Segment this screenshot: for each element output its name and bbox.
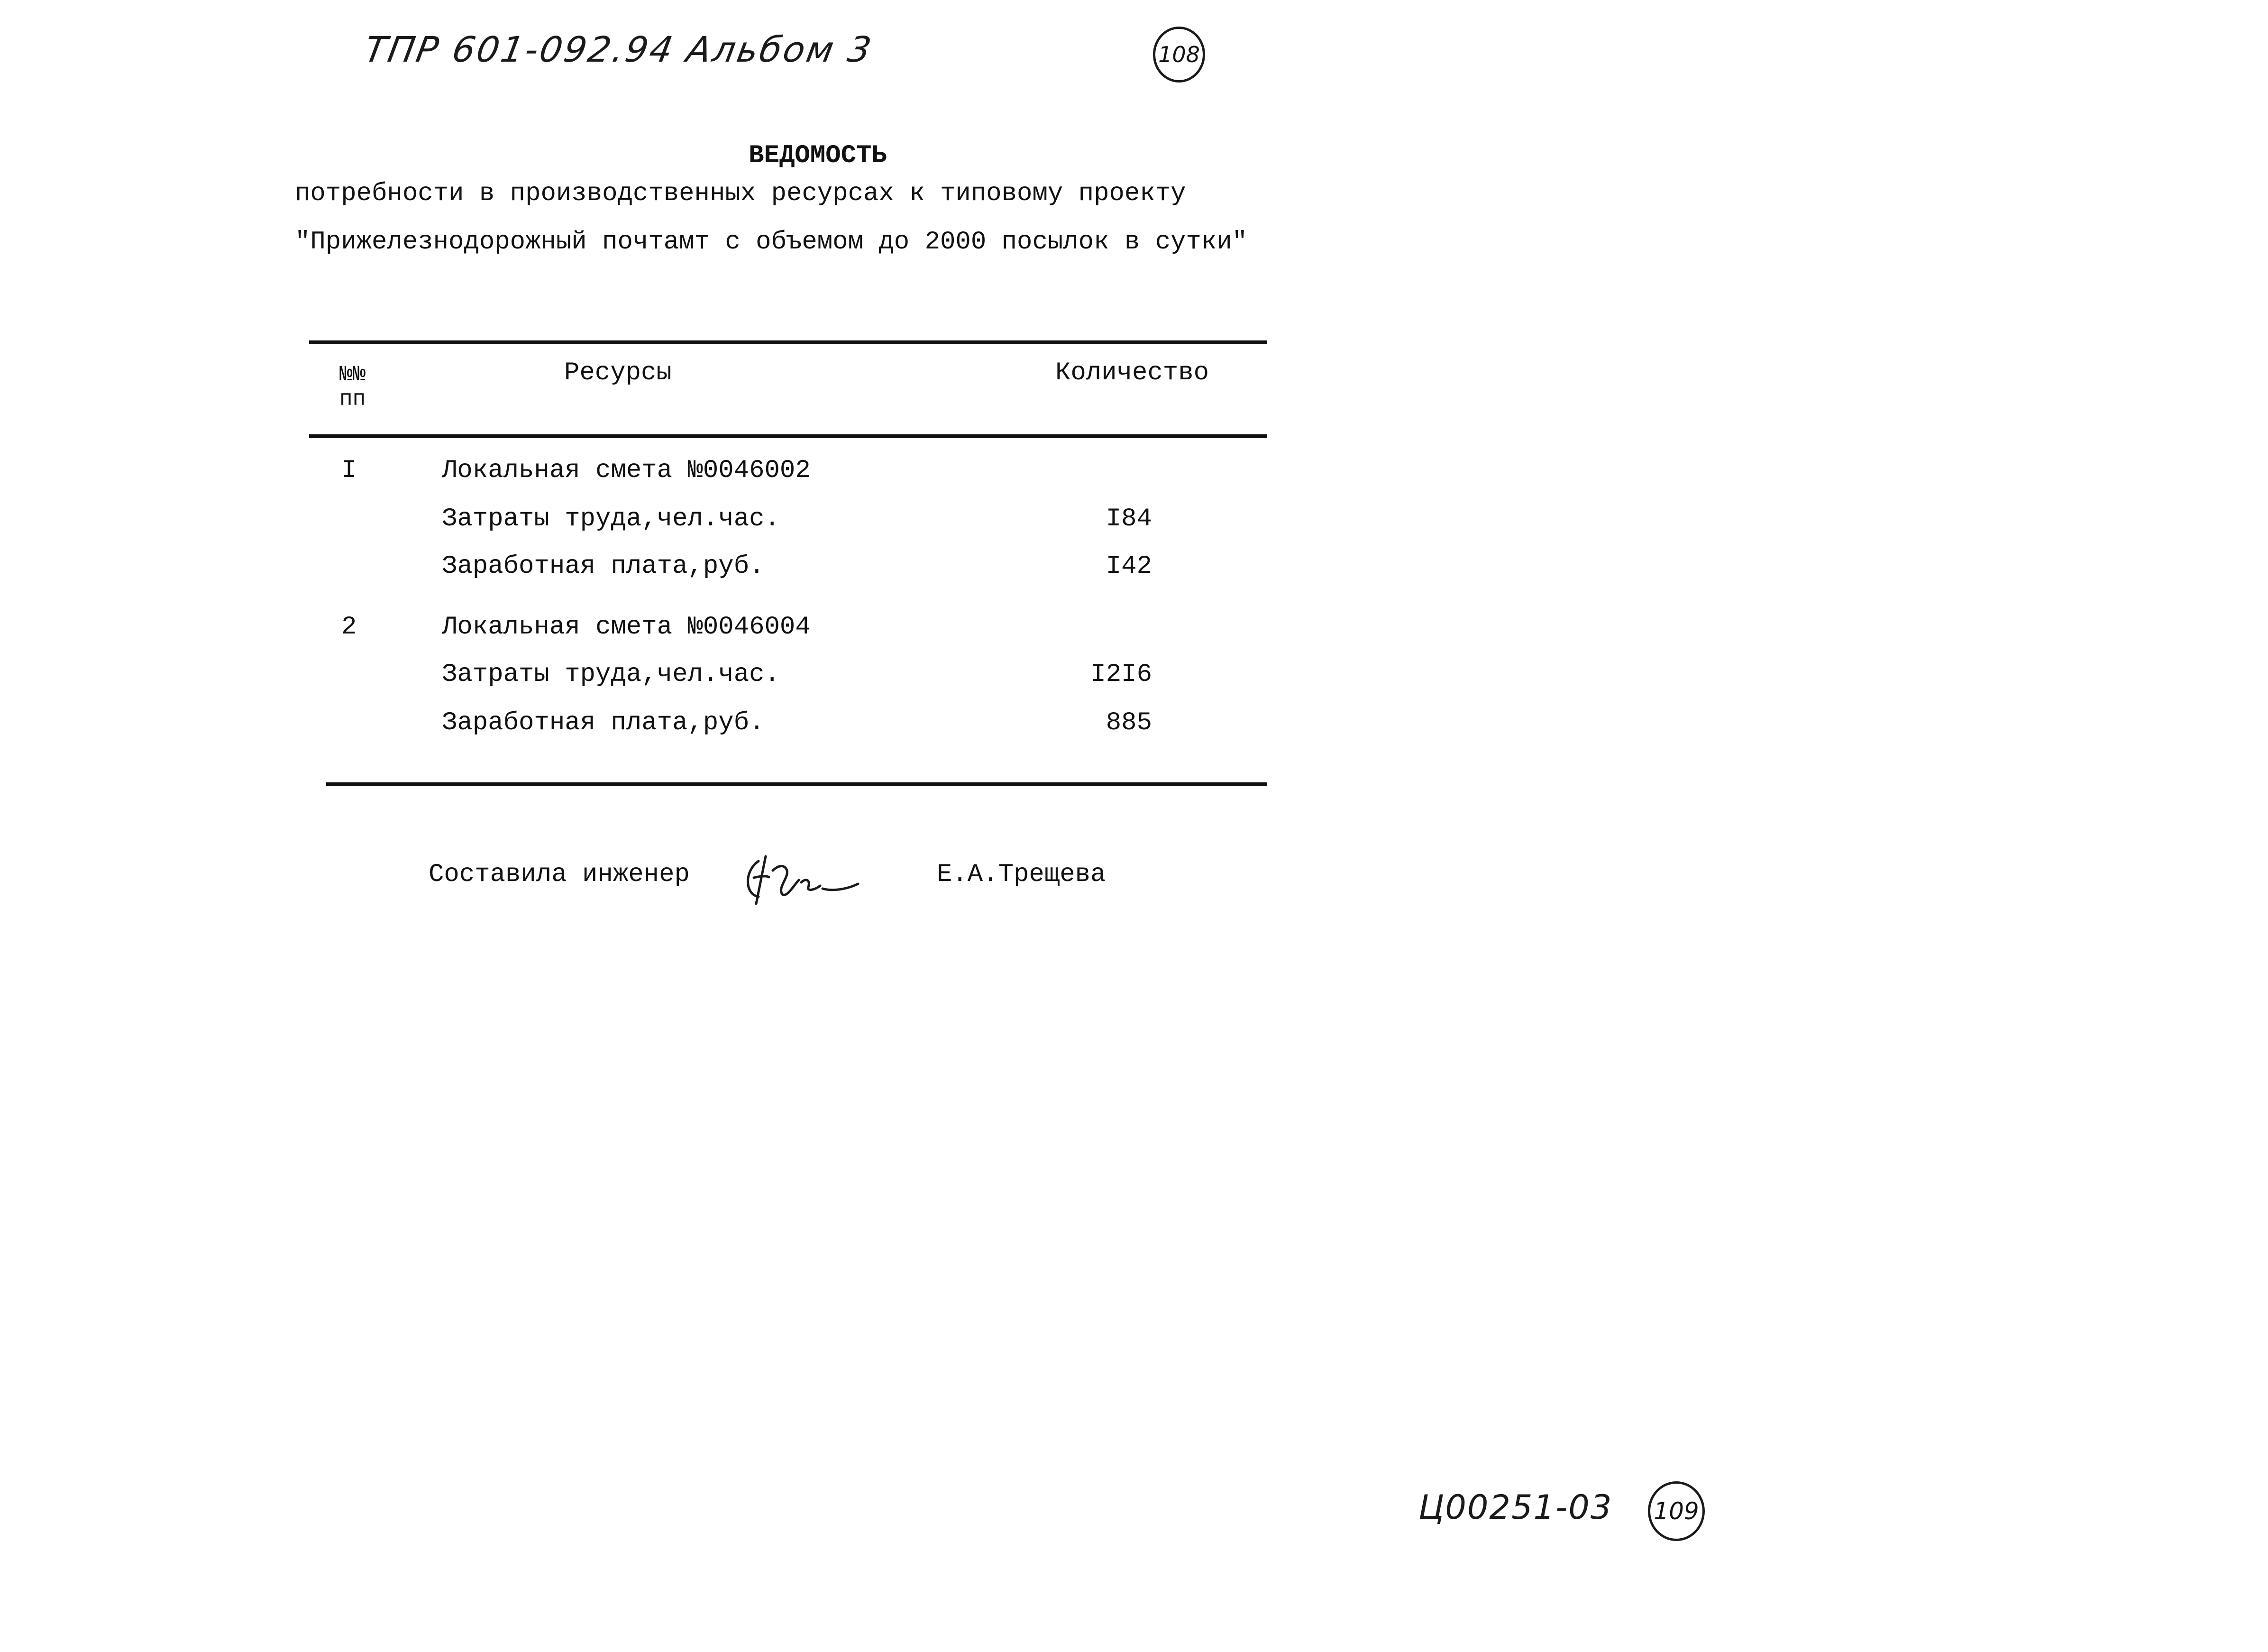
row-resource: Заработная плата,руб.	[442, 708, 765, 737]
document-title: ВЕДОМОСТЬ	[749, 141, 887, 170]
row-quantity: 885	[1106, 708, 1152, 737]
signature-scribble-icon	[740, 842, 863, 909]
document-subtitle-line1: потребности в производственных ресурсах к типовому проекту	[295, 179, 1186, 208]
column-header-number-line1: №№	[339, 362, 366, 387]
row-number: I	[341, 456, 357, 485]
page-number-top-text: 108	[1158, 42, 1200, 67]
column-header-number-line2: пп	[339, 387, 366, 412]
document-subtitle-line2: "Прижелезнодорожный почтамт с объемом до 2000 посылок в сутки"	[295, 228, 1248, 257]
row-resource: Заработная плата,руб.	[442, 552, 765, 581]
page-number-top	[1153, 27, 1205, 83]
handwritten-signature	[740, 842, 863, 911]
signature-label: Составила инженер	[429, 860, 690, 889]
row-resource: Локальная смета №0046004	[442, 613, 811, 642]
column-header-resources: Ресурсы	[564, 358, 672, 387]
row-quantity: I84	[1106, 505, 1152, 533]
signature-name: Е.А.Трещева	[937, 860, 1106, 889]
row-resource: Локальная смета №0046002	[442, 456, 811, 485]
row-resource: Затраты труда,чел.час.	[442, 660, 780, 689]
table-top-rule	[309, 340, 1267, 344]
table-header-rule	[309, 434, 1267, 438]
table-bottom-rule	[326, 782, 1267, 786]
row-resource: Затраты труда,чел.час.	[442, 505, 780, 533]
document-code: ТПР 601-092.94 Альбом 3	[361, 29, 876, 70]
page-number-bottom-text: 109	[1654, 1497, 1699, 1525]
row-number: 2	[341, 613, 357, 642]
page-number-bottom	[1648, 1481, 1705, 1541]
row-quantity: I2I6	[1090, 660, 1152, 689]
column-header-quantity: Количество	[1055, 358, 1209, 387]
row-quantity: I42	[1106, 552, 1152, 581]
archive-code: Ц00251-03	[1418, 1488, 1613, 1527]
column-header-number	[339, 362, 366, 412]
